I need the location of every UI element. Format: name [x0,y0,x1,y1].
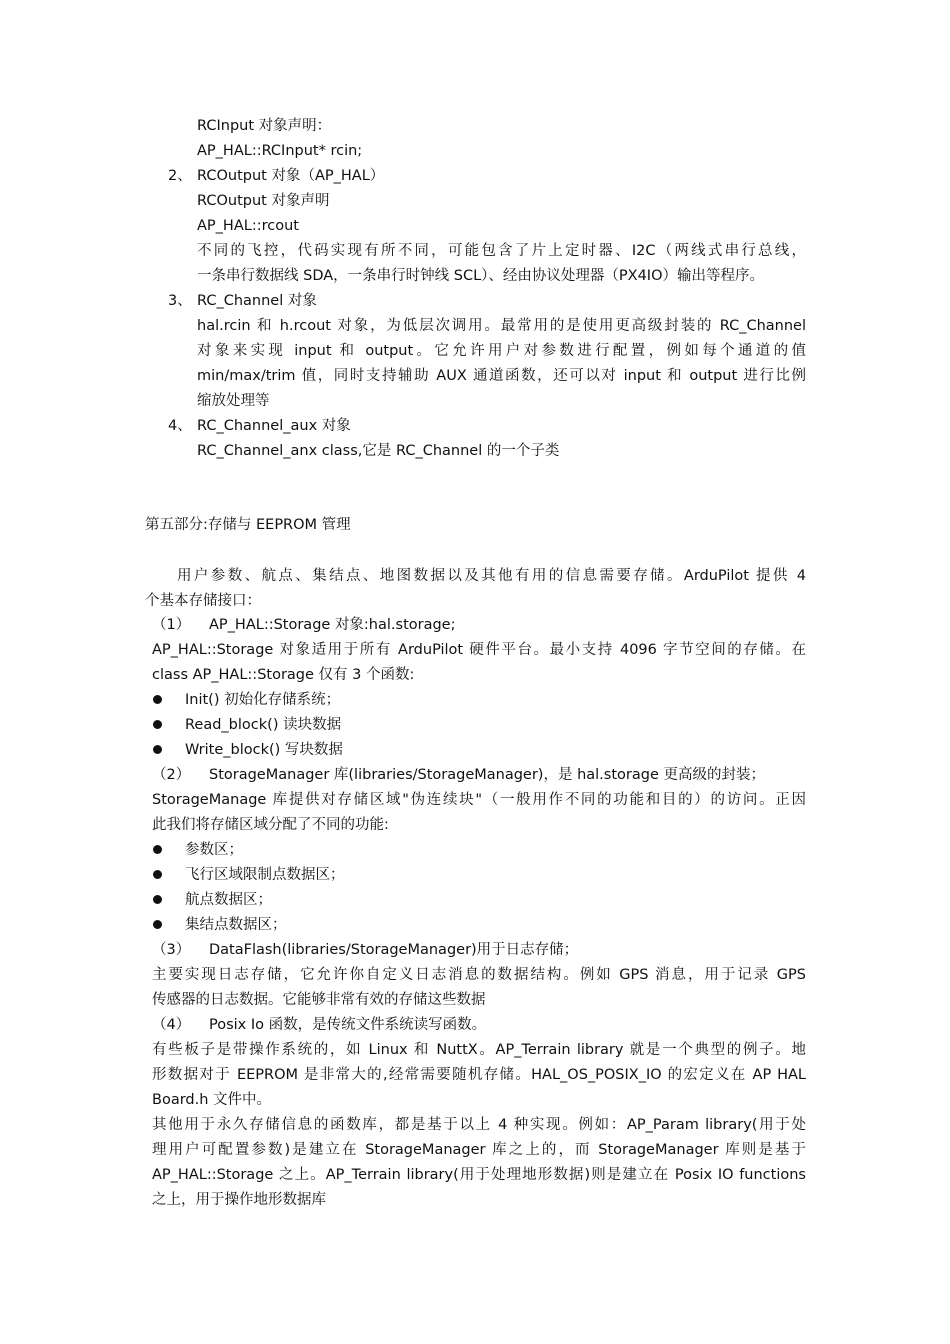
iface-title-storage: AP_HAL::Storage 对象:hal.storage; [209,617,456,633]
iface-number: （2） [152,767,191,783]
rc-channel-desc-line: min/max/trim 值，同时支持辅助 AUX 通道函数，还可以对 input 和 output 进行比例 [197,368,806,384]
closing-line: AP_HAL::Storage 之上。AP_Terrain library(用于处理地形数据)则是建立在 Posix IO functions [152,1167,806,1183]
iface-desc-line: 传感器的日志数据。它能够非常有效的存储这些数据 [152,992,486,1008]
iface-desc-line: 形数据对于 EEPROM 是非常大的,经常需要随机存储。HAL_OS_POSIX_IO 的宏定义在 AP HAL [152,1067,806,1083]
rcoutput-decl-label: RCOutput 对象声明 [197,193,330,209]
iface-title-dataflash: DataFlash(libraries/StorageManager)用于日志存储； [209,942,579,958]
bullet-icon [153,720,162,729]
iface-desc-line: 有些板子是带操作系统的，如 Linux 和 NuttX。AP_Terrain library 就是一个典型的例子。地 [152,1042,806,1058]
iface-desc-line: class AP_HAL::Storage 仅有 3 个函数: [152,667,415,683]
item-title-rc-channel: RC_Channel 对象 [197,293,317,309]
item-number: 3、 [168,293,192,309]
rcinput-decl-code: AP_HAL::RCInput* rcin; [197,143,363,159]
bullet-item: Read_block() 读块数据 [185,717,342,733]
rcoutput-desc-line: 一条串行数据线 SDA，一条串行时钟线 SCL）、经由协议处理器（PX4IO）输出等程序。 [197,268,764,284]
iface-number: （4） [152,1017,191,1033]
iface-title-storagemanager: StorageManager 库(libraries/StorageManager)，是 hal.storage 更高级的封装； [209,767,765,783]
intro-line: 用户参数、航点、集结点、地图数据以及其他有用的信息需要存储。ArduPilot 提供 4 [177,568,806,584]
rcinput-decl-label: RCInput 对象声明： [197,118,332,134]
item-title-rc-channel-aux: RC_Channel_aux 对象 [197,418,351,434]
item-number: 4、 [168,418,192,434]
rc-channel-desc-line: 缩放处理等 [197,393,270,409]
bullet-item: 集结点数据区； [185,917,287,933]
bullet-icon [153,870,162,879]
iface-title-posix-io: Posix Io 函数，是传统文件系统读写函数。 [209,1017,487,1033]
bullet-icon [153,695,162,704]
iface-desc-line: StorageManage 库提供对存储区域"伪连续块"（一般用作不同的功能和目的）的访问。正因 [152,792,806,808]
bullet-icon [153,745,162,754]
rcoutput-desc-line: 不同的飞控，代码实现有所不同，可能包含了片上定时器、I2C（两线式串行总线， [197,243,806,259]
bullet-item: 航点数据区； [185,892,272,908]
rc-channel-desc-line: hal.rcin 和 h.rcout 对象，为低层次调用。最常用的是使用更高级封装的 RC_Channel [197,318,806,334]
closing-line: 之上，用于操作地形数据库 [152,1192,326,1208]
bullet-icon [153,920,162,929]
section-heading: 第五部分:存储与 EEPROM 管理 [145,517,351,533]
bullet-icon [153,895,162,904]
iface-number: （1） [152,617,191,633]
closing-line: 理用户可配置参数)是建立在 StorageManager 库之上的，而 StorageManager 库则是基于 [152,1142,806,1158]
bullet-icon [153,845,162,854]
iface-desc-line: AP_HAL::Storage 对象适用于所有 ArduPilot 硬件平台。最小支持 4096 字节空间的存储。在 [152,642,806,658]
iface-desc-line: 此我们将存储区域分配了不同的功能: [152,817,389,833]
iface-desc-line: Board.h 文件中。 [152,1092,272,1108]
bullet-item: Init() 初始化存储系统； [185,692,341,708]
rc-channel-desc-line: 对象来实现 input 和 output。它允许用户对参数进行配置，例如每个通道的值 [197,343,806,359]
iface-desc-line: 主要实现日志存储，它允许你自定义日志消息的数据结构。例如 GPS 消息，用于记录 GPS [152,967,806,983]
rcoutput-decl-code: AP_HAL::rcout [197,218,299,234]
bullet-item: 飞行区域限制点数据区； [185,867,345,883]
bullet-item: Write_block() 写块数据 [185,742,343,758]
intro-line: 个基本存储接口： [145,593,261,609]
closing-line: 其他用于永久存储信息的函数库，都是基于以上 4 种实现。例如：AP_Param library(用于处 [152,1117,806,1133]
bullet-item: 参数区； [185,842,243,858]
item-title-rcoutput: RCOutput 对象（AP_HAL） [197,168,385,184]
item-number: 2、 [168,168,192,184]
iface-number: （3） [152,942,191,958]
rc-channel-aux-desc: RC_Channel_anx class,它是 RC_Channel 的一个子类 [197,443,560,459]
